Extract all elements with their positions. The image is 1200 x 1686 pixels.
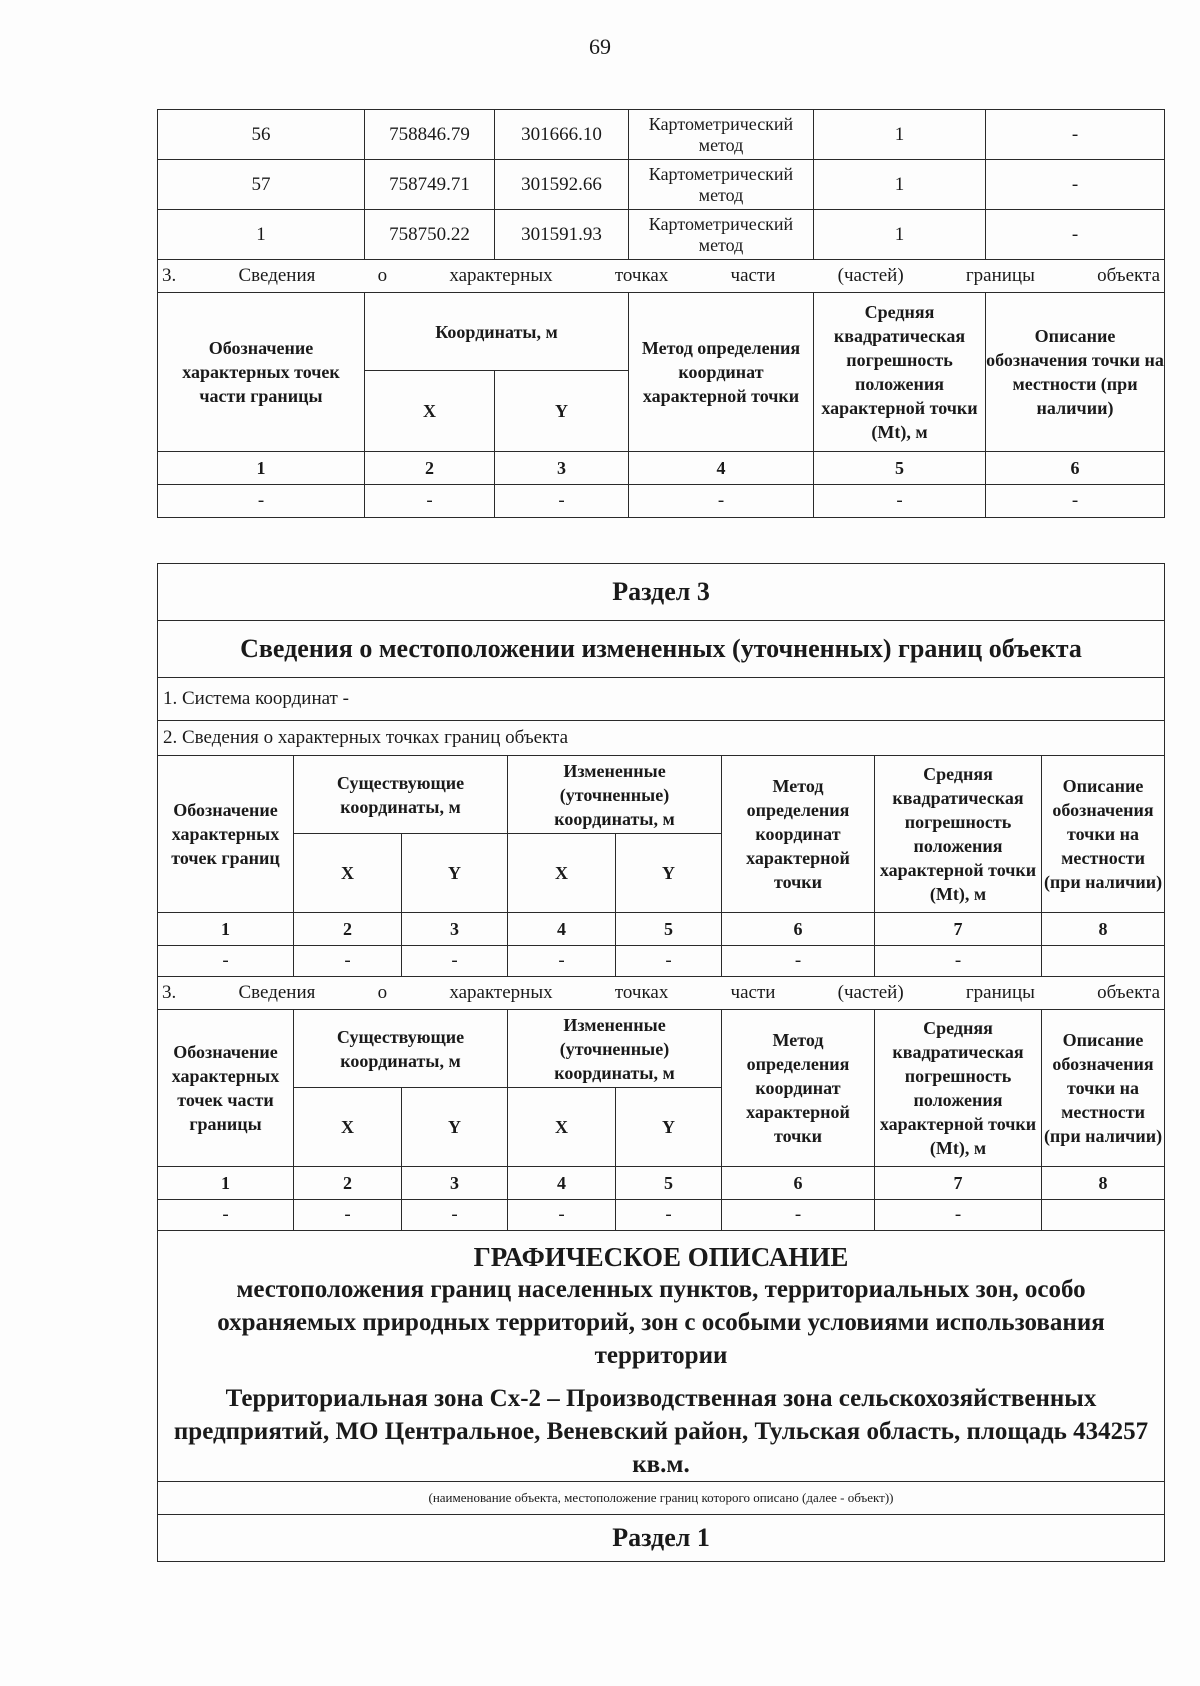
page-number: 69 [589,34,611,59]
graphic-subtitle: местоположения границ населенных пунктов, территориальных зон, особо охраняемых природных территорий, зон с особыми условиями использования территории [217,1276,1105,1369]
points-table-continued [157,109,1165,518]
header-x: X [365,371,495,452]
table-row: - - - - - - [158,485,1165,518]
table-row: 57 758749.71 301592.66 Картометрический метод 1 - [158,160,1165,210]
section1-title: Раздел 1 [158,1515,1165,1562]
table-row: - - - - - - - [158,946,1165,977]
object-caption: (наименование объекта, местоположение границ которого описано (далее - объект)) [158,1482,1165,1515]
section3-subtitle: Сведения о местоположении измененных (уточненных) границ объекта [158,621,1165,678]
header-method: Метод определения координат характерной точки [629,293,814,452]
header-coords: Координаты, м [365,293,629,371]
graphic-title: ГРАФИЧЕСКОЕ ОПИСАНИЕ [473,1242,849,1272]
zone-name: Территориальная зона Сх-2 – Производственная зона сельскохозяйственных предприятий, МО Центральное, Веневский район, Тульская область, площадь 434257 кв.м. [173,1385,1149,1478]
section3-title: Раздел 3 [158,564,1165,621]
header-changed: Измененные (уточненные) координаты, м [508,756,722,834]
column-numbers: 1 2 3 4 5 6 [158,452,1165,485]
section-label: 3. Сведения о характерных точках части (частей) границы объекта [158,260,1165,293]
coord-system: 1. Система координат - [158,678,1165,721]
table-row: 56 758846.79 301666.10 Картометрический метод 1 - [158,110,1165,160]
parts-label: 3. Сведения о характерных точках части (частей) границы объекта [158,977,1165,1010]
header-y: Y [495,371,629,452]
column-numbers: 1 2 3 4 5 6 7 8 [158,913,1165,946]
points-label: 2. Сведения о характерных точках границ объекта [158,721,1165,756]
table-row: 1 758750.22 301591.93 Картометрический метод 1 - [158,210,1165,260]
header-method: Метод определения координат характерной точки [722,756,875,913]
header-error: Средняя квадратическая погрешность положения характерной точки (Mt), м [814,293,986,452]
section3-table: Раздел 3 Сведения о местоположении измененных (уточненных) границ объекта 1. Система координат - 2. Сведения о характерных точках границ объекта Обозначение характерных точек границ Существующие координаты, м Измененные (уточненные) координаты, м Метод определения координат характерной точки Средняя квадратическая погрешность положения характерной точки (Mt), м Описание обозначения точки на местности (при наличии) X Y X Y 1 2 3 4 5 6 7 8 - - - - - - - 3. Сведения о характерных точках части (частей) границы объекта Обозначение характерных точек части границы Существующие координаты, м Измененные (уточненные) координаты, м Метод определения координат характерной точки Средняя квадратическая погрешность положения характерной точки (Mt), м Описание обозначения точки на местности (при наличии) X Y X Y 1 2 3 4 5 6 7 8 - - - - - - - ГРАФИЧЕСКОЕ ОПИСАНИЕ местоположения границ населенных пунктов, территориальных зон, особо охраняемых природных территорий, зон с особыми условиями использования территории Территориальная зона Сх-2 – Производственная зона сельскохозяйственных предприятий, МО Центральное, Веневский район, Тульская область, площадь 434257 кв.м. (наименование объекта, местоположение границ которого описано (далее - объект)) Раздел 1 [157,563,1165,1562]
header-description: Описание обозначения точки на местности (при наличии) [1042,756,1165,913]
header-designation: Обозначение характерных точек части границы [158,293,365,452]
header-existing: Существующие координаты, м [294,756,508,834]
header-description: Описание обозначения точки на местности (при наличии) [986,293,1165,452]
header-error: Средняя квадратическая погрешность положения характерной точки (Mt), м [875,756,1042,913]
graphic-description [158,1231,1165,1482]
column-numbers: 1 2 3 4 5 6 7 8 [158,1167,1165,1200]
header-designation-parts: Обозначение характерных точек части границы [158,1010,294,1167]
header-designation: Обозначение характерных точек границ [158,756,294,913]
table-row: - - - - - - - [158,1200,1165,1231]
